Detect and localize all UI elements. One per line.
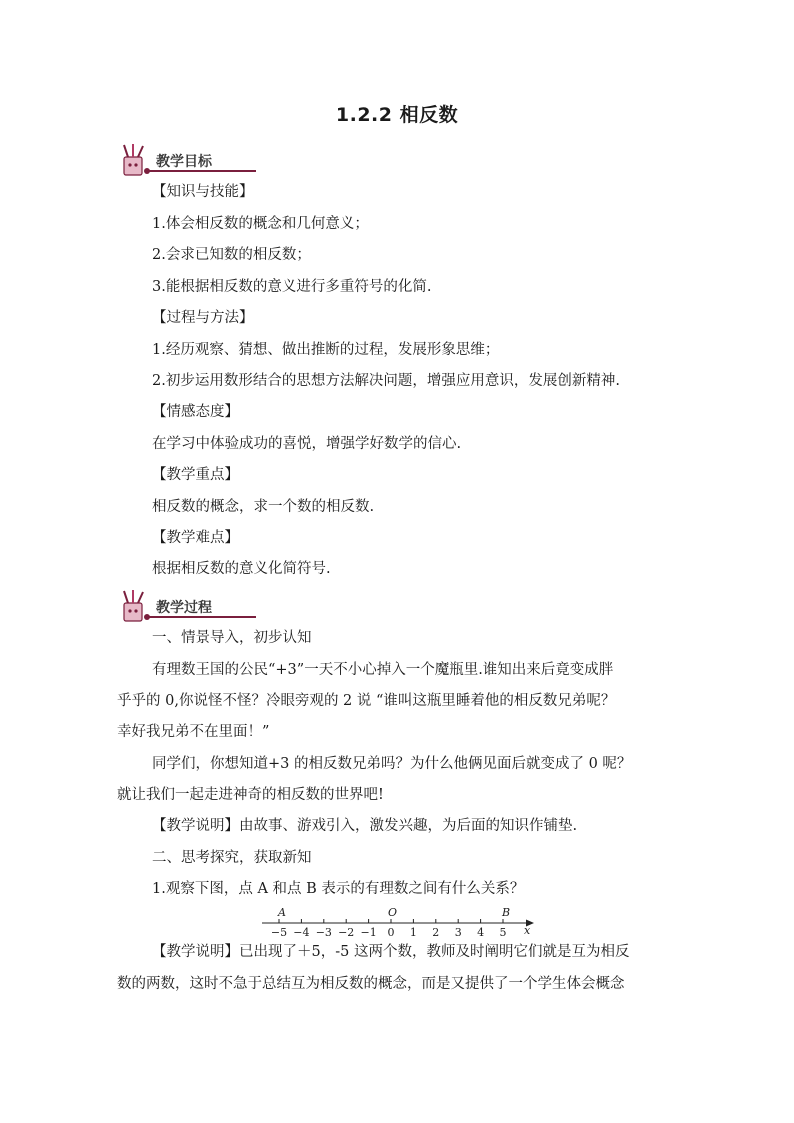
story-line-2: 乎乎的 0,你说怪不怪？冷眼旁观的 2 说 “谁叫这瓶里睡着他的相反数兄弟呢？ [117, 693, 616, 709]
heading-focus: 【教学重点】 [152, 467, 239, 483]
goal-knowledge-2: 2.会求已知数的相反数； [152, 247, 311, 263]
goal-knowledge-1: 1.体会相反数的概念和几何意义； [152, 216, 369, 232]
number-line-tick-label: −1 [360, 926, 377, 939]
number-line-tick-label: 0 [387, 926, 395, 939]
question-line-1: 同学们，你想知道+3 的相反数兄弟吗？为什么他俩见面后就变成了 0 呢？ [152, 756, 632, 772]
number-line-tick-label: −4 [293, 926, 310, 939]
number-line-tick-label: −2 [338, 926, 355, 939]
number-line [256, 906, 540, 940]
section-title-process: 教学过程 [156, 600, 212, 616]
section-banner-goals [118, 143, 248, 177]
heading-attitude: 【情感态度】 [152, 404, 239, 420]
story-line-3: 幸好我兄弟不在里面！” [117, 724, 270, 740]
origin-label: O [388, 906, 398, 919]
banner-rule [148, 170, 256, 172]
number-line-tick-label: 5 [499, 926, 507, 939]
step-2-title: 二、思考探究，获取新知 [152, 850, 312, 866]
heading-difficulty: 【教学难点】 [152, 530, 239, 546]
point-a-label: A [278, 906, 286, 919]
story-line-1: 有理数王国的公民“+3”一天不小心掉入一个魔瓶里.谁知出来后竟变成胖 [152, 662, 614, 678]
number-line-tick-label: 1 [409, 926, 417, 939]
number-line-tick-label: −5 [270, 926, 288, 939]
teaching-note-2-line-2: 数的两数，这时不急于总结互为相反数的概念，而是又提供了一个学生体会概念 [117, 976, 625, 992]
step-1-title: 一、情景导入，初步认知 [152, 630, 312, 646]
number-line-tick-label: 2 [432, 926, 440, 939]
number-line-tick-label: 4 [477, 926, 485, 939]
axis-x-label: x [524, 924, 531, 937]
section-banner-process [118, 589, 248, 623]
heading-process-method: 【过程与方法】 [152, 310, 254, 326]
section-title-goals: 教学目标 [156, 154, 212, 170]
goal-focus-1: 相反数的概念，求一个数的相反数. [152, 499, 375, 515]
goal-process-2: 2.初步运用数形结合的思想方法解决问题，增强应用意识，发展创新精神. [152, 373, 620, 389]
number-line-tick-label: 3 [454, 926, 462, 939]
goal-process-1: 1.经历观察、猜想、做出推断的过程，发展形象思维； [152, 342, 500, 358]
page-title: 1.2.2 相反数 [335, 104, 459, 126]
goal-difficulty-1: 根据相反数的意义化简符号. [152, 561, 331, 577]
point-b-label: B [502, 906, 511, 919]
banner-rule [148, 616, 256, 618]
observe-question: 1.观察下图，点 A 和点 B 表示的有理数之间有什么关系？ [152, 881, 525, 897]
teaching-note-2-line-1: 【教学说明】已出现了＋5，-5 这两个数，教师及时阐明它们就是互为相反 [152, 944, 630, 960]
goal-knowledge-3: 3.能根据相反数的意义进行多重符号的化简. [152, 279, 432, 295]
goal-attitude-1: 在学习中体验成功的喜悦，增强学好数学的信心. [152, 436, 462, 452]
heading-knowledge: 【知识与技能】 [152, 184, 254, 200]
number-line-tick-label: −3 [315, 926, 332, 939]
question-line-2: 就让我们一起走进神奇的相反数的世界吧! [117, 787, 384, 803]
teaching-note-1: 【教学说明】由故事、游戏引入，激发兴趣，为后面的知识作铺垫. [152, 818, 578, 834]
